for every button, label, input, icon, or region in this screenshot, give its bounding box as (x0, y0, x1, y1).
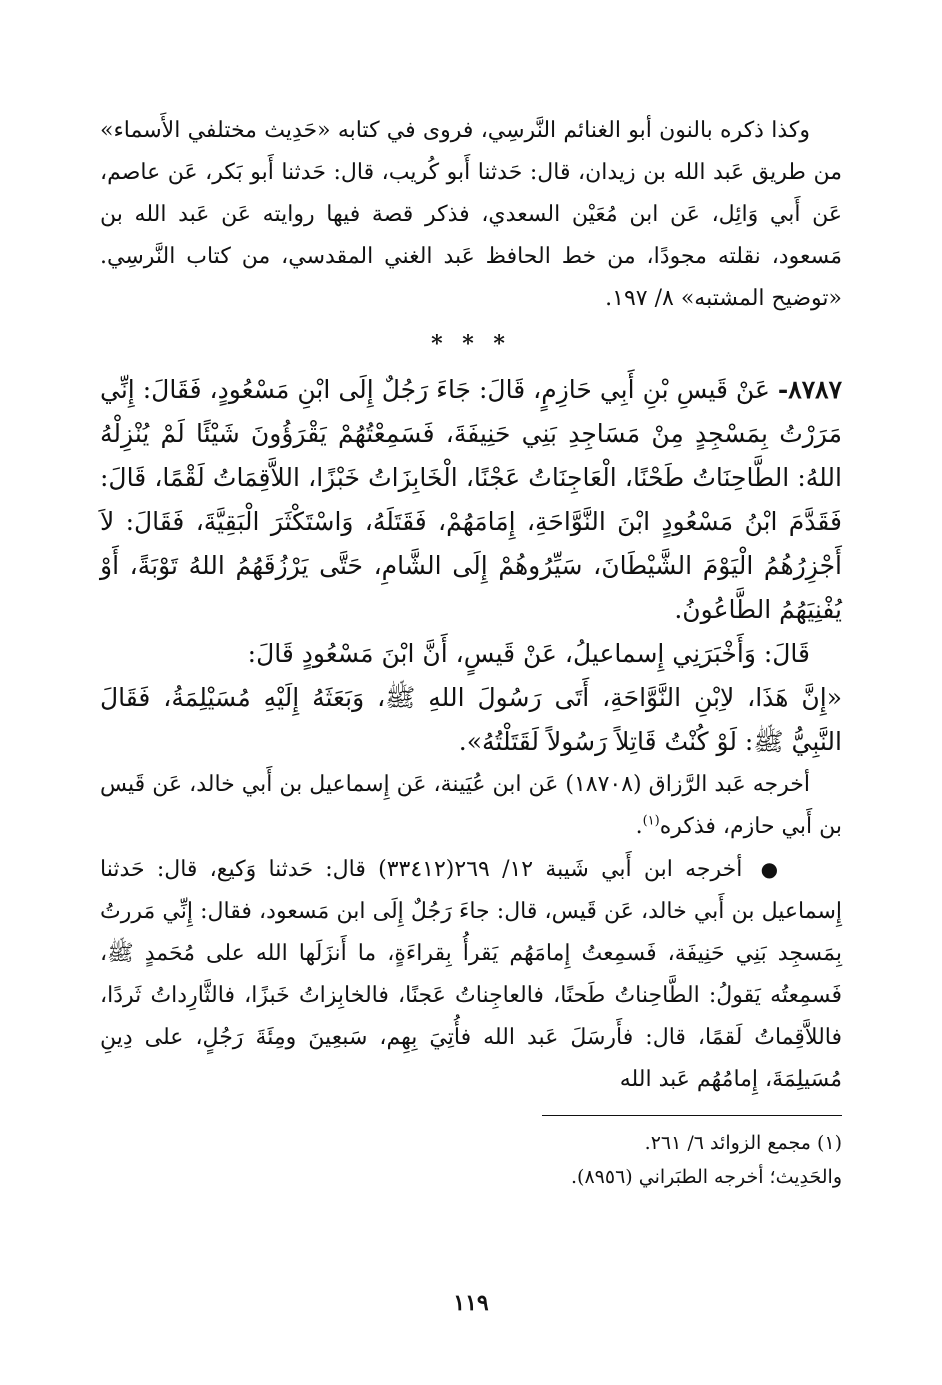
takhrij-paragraph (100, 764, 842, 848)
section-separator: * * * (431, 331, 511, 357)
page-number: ١١٩ (453, 1290, 489, 1316)
bullet-icon: ● (760, 857, 779, 881)
footnote-divider (542, 1115, 842, 1116)
hadith-number: ٨٧٨٧- (777, 375, 842, 404)
takhrij-end: . (635, 814, 643, 839)
takhrij-text: أخرجه عَبد الرَّزاق (١٨٧٠٨) عَن ابن عُيَينة، عَن إِسماعيل بن أَبي خالد، عَن قَيس بن أَبي حازم، فذكره (100, 772, 842, 839)
bullet-paragraph (100, 848, 842, 1101)
footnotes (100, 1126, 842, 1194)
footnote-1: (١) مجمع الزوائد ٦/ ٢٦١. (644, 1132, 842, 1154)
hadith-text: عَنْ قَيسِ بْنِ أَبِي حَازِمٍ، قَالَ: جَاءَ رَجُلٌ إِلَى ابْنِ مَسْعُودٍ، فَقَالَ: إِنِّي مَرَرْتُ بِمَسْجِدٍ مِنْ مَسَاجِدِ بَنِي حَنِيفَةَ، فَسَمِعْتُهُمْ يَقْرَؤُونَ شَيْئًا لَمْ يُنْزِلْهُ اللهُ: الطَّاحِنَاتُ طَحْنًا، الْعَاجِنَاتُ عَجْنًا، الْخَابِزَاتُ خَبْزًا، اللاَّقِمَاتُ لَقْمًا، قَالَ: فَقَدَّمَ ابْنُ مَسْعُودٍ ابْنَ النَّوَّاحَةِ، إِمَامَهُمْ، فَقَتَلَهُ، وَاسْتَكْثَرَ الْبَقِيَّةَ، فَقَالَ: لاَ أَجْزِرُهُمُ الْيَوْمَ الشَّيْطَانَ، سَيِّرُوهُمْ إِلَى الشَّامِ، حَتَّى يَرْزُقَهُمُ اللهُ تَوْبَةً، أَوْ يُفْنِيَهُمُ الطَّاعُونُ. (100, 375, 842, 624)
hadith-second-paragraph: قَالَ: وَأَخْبَرَنِي إِسماعيلُ، عَنْ قَيسٍ، أَنَّ ابْنَ مَسْعُودٍ قَالَ: (247, 639, 810, 668)
hadith-third-paragraph: «إِنَّ هَذَا، لاِبْنِ النَّوَّاحَةِ، أَتَى رَسُولَ اللهِ ﷺ، وَبَعَثَهُ إِلَيْهِ مُسَيْلِمَةُ، فَقَالَ النَّبِيُّ ﷺ: لَوْ كُنْتُ قَاتِلاً رَسُولاً لَقَتَلْتُهُ». (100, 683, 842, 756)
bullet-paragraph-text: أخرجه ابن أَبي شَيبة ١٢/ ٢٦٩(٣٣٤١٢) قال: حَدثنا وَكيع، قال: حَدثنا إِسماعيل بن أَبي خالد، عَن قَيس، قال: جاءَ رَجُلٌ إِلَى ابن مَسعود، فقال: إِنِّي مَررتُ بِمَسجِد بَنِي حَنِيفَة، فَسمِعتُ إِمامَهُم يَقرأُ بِقراءَةٍ، ما أَنزَلَها الله على مُحَمدٍ ﷺ، فَسمِعتُه يَقولُ: الطَّاحِناتُ طَحنًا، فالعاجِناتُ عَجنًا، فالخابِزاتُ خَبزًا، فالثَّارِداتُ ثَردًا، فاللاَّقِماتُ لَقمًا، قال: فأَرسَلَ عَبد الله فأُتِيَ بِهِم، سَبعِينَ ومِئَةَ رَجُلٍ، على دِينِ مُسَيلِمَةَ، إِمامُهُم عَبد الله (100, 857, 842, 1092)
intro-paragraph: وكذا ذكره بالنون أبو الغنائم النَّرسِي، فروى في كتابه «حَدِيث مختلفي الأَسماء» من طريق عَبد الله بن زيدان، قال: حَدثنا أَبو كُريب، قال: حَدثنا أَبو بَكر، عَن عاصم، عَن أَبي وَائِل، عَن ابن مُعَيْن السعدي، فذكر قصة فيها روايته عَن عَبد الله بن مَسعود، نقلته مجودًا، من خط الحافظ عَبد الغني المقدسي، من كتاب النَّرسِي. «توضيح المشتبه» ٨/ ١٩٧. (100, 118, 842, 311)
footnote-2: والحَدِيث؛ أخرجه الطبَراني (٨٩٥٦). (571, 1166, 842, 1188)
hadith-paragraph (100, 368, 842, 632)
footnote-reference[interactable]: (١) (642, 813, 660, 829)
